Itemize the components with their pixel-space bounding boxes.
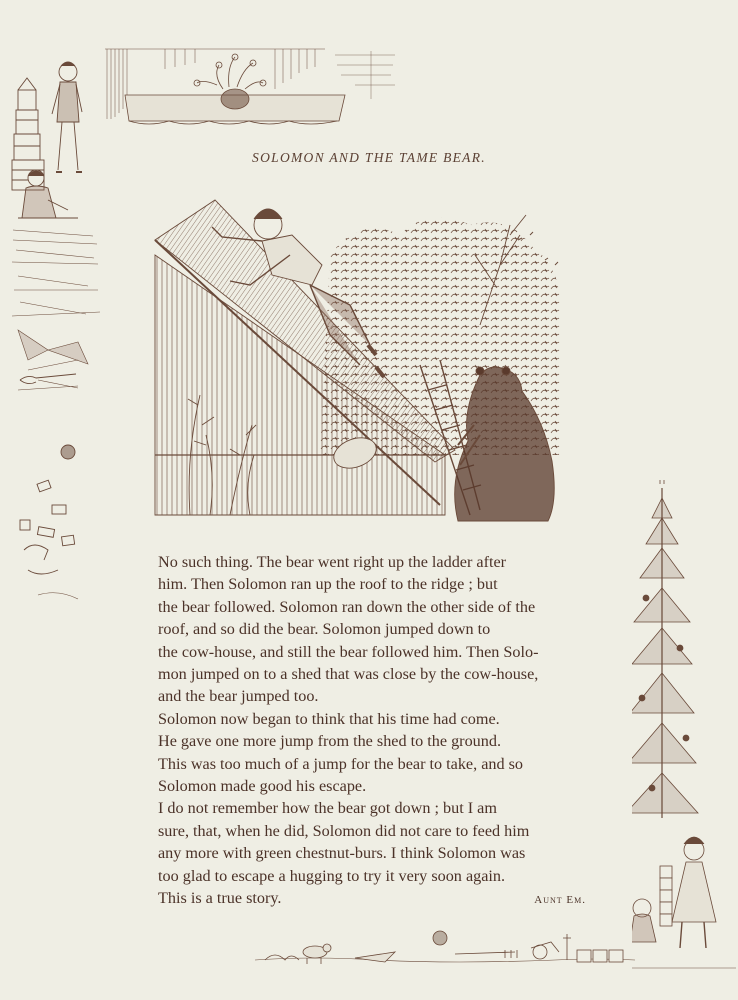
ground-hatching (12, 230, 100, 390)
text-line: No such thing. The bear went right up the ladder after (158, 553, 507, 571)
toy-ball-bottom (433, 931, 447, 945)
text-line: and the bear jumped too. (158, 687, 319, 706)
author-signature: Aunt Em. (534, 894, 586, 907)
bottom-border-engraving (255, 920, 635, 990)
text-line: the cow-house, and still the bear followed him. Then Solo- (158, 642, 539, 661)
paragraph-2 (158, 708, 600, 798)
text-line: Solomon now began to think that his time had come. (158, 709, 500, 728)
scattered-blocks (20, 480, 75, 574)
christmas-tree (632, 480, 698, 818)
window-hatching (335, 51, 395, 99)
girl-figure (672, 837, 716, 948)
seated-child-right (632, 899, 656, 942)
text-line: I do not remember how the bear got down ; but I am (158, 799, 497, 818)
toy-lamb (303, 944, 331, 964)
text-line: him. Then Solomon ran up the roof to the ridge ; but (158, 575, 498, 594)
letter-blocks-bottom (577, 950, 623, 962)
toy-ball (61, 445, 75, 459)
story-text (158, 551, 600, 912)
letter-blocks (660, 866, 672, 926)
top-border-engraving (105, 45, 405, 130)
text-line: He gave one more jump from the shed to the ground. (158, 732, 501, 751)
text-line: sure, that, when he did, Solomon did not care to feed him (158, 821, 530, 840)
toy-rake (455, 950, 517, 958)
text-line: Solomon made good his escape. (158, 777, 367, 796)
text-line: too glad to escape a hugging to try it very soon again. (158, 866, 506, 885)
paragraph-1 (158, 551, 600, 708)
toy-cart (531, 942, 559, 959)
seated-child (18, 170, 78, 218)
text-line: any more with green chestnut-burs. I think Solomon was (158, 844, 526, 863)
right-border-engraving (632, 478, 736, 978)
closing-text: This is a true story. (158, 889, 282, 908)
text-line: This was too much of a jump for the bear to take, and so (158, 754, 524, 773)
text-line: the bear followed. Solomon ran down the other side of the (158, 597, 536, 616)
story-title: SOLOMON AND THE TAME BEAR. (252, 150, 486, 165)
closing-line (158, 887, 600, 911)
toy-doll (563, 934, 571, 960)
paragraph-3 (158, 797, 600, 887)
text-line: mon jumped on to a shed that was close by the cow-house, (158, 665, 539, 684)
left-border-engraving (8, 50, 106, 610)
text-line: roof, and so did the bear. Solomon jumped down to (158, 620, 491, 639)
main-illustration (150, 195, 580, 523)
